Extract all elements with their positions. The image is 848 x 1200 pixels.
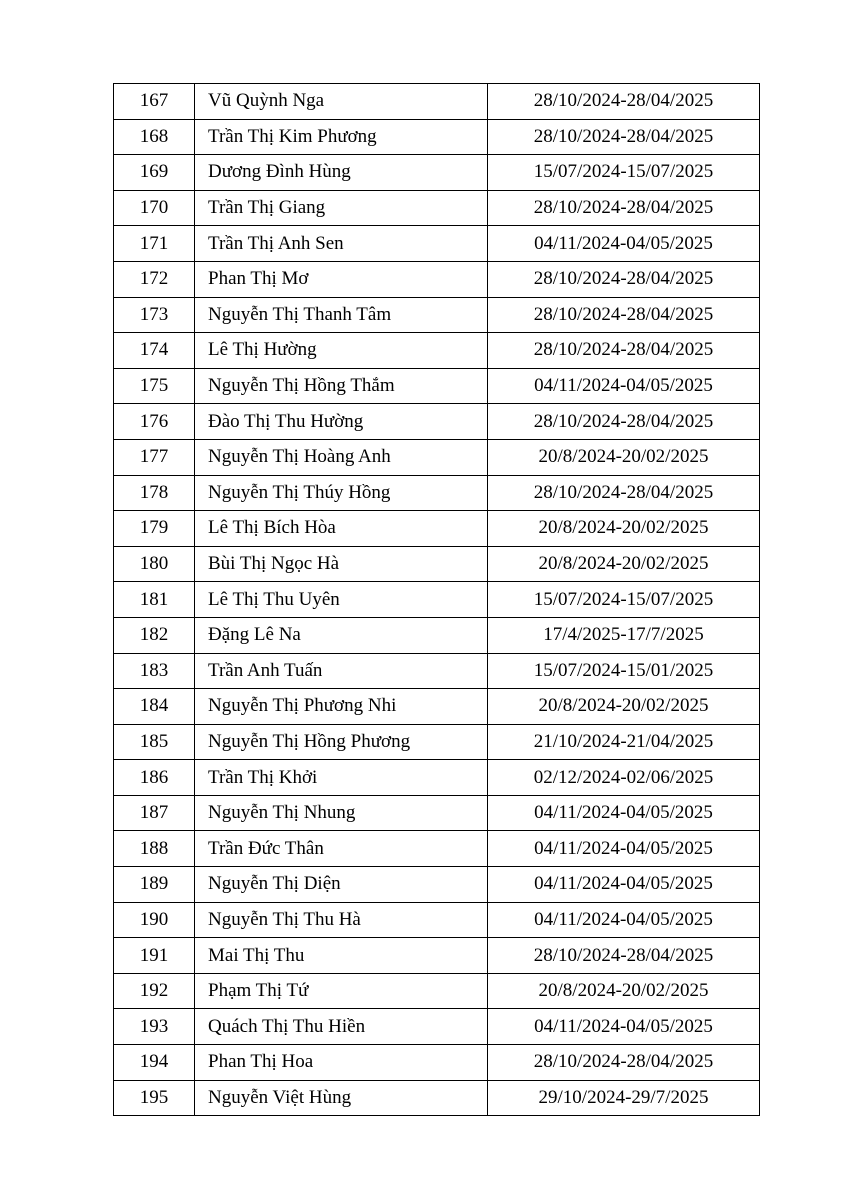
table-row	[114, 226, 760, 262]
full-name-cell: Nguyễn Việt Hùng	[195, 1080, 488, 1116]
table-row	[114, 902, 760, 938]
date-range-cell: 15/07/2024-15/07/2025	[488, 155, 760, 191]
date-range-cell: 02/12/2024-02/06/2025	[488, 760, 760, 796]
table-row	[114, 404, 760, 440]
full-name-cell: Lê Thị Hường	[195, 333, 488, 369]
table-row	[114, 84, 760, 120]
full-name-cell: Lê Thị Thu Uyên	[195, 582, 488, 618]
staff-table-body	[114, 84, 760, 1116]
date-range-cell: 04/11/2024-04/05/2025	[488, 226, 760, 262]
row-number-cell: 185	[114, 724, 195, 760]
full-name-cell: Trần Thị Giang	[195, 190, 488, 226]
table-row	[114, 724, 760, 760]
full-name-cell: Trần Thị Anh Sen	[195, 226, 488, 262]
date-range-cell: 28/10/2024-28/04/2025	[488, 1045, 760, 1081]
full-name-cell: Dương Đình Hùng	[195, 155, 488, 191]
row-number-cell: 188	[114, 831, 195, 867]
full-name-cell: Phan Thị Mơ	[195, 261, 488, 297]
table-row	[114, 760, 760, 796]
date-range-cell: 20/8/2024-20/02/2025	[488, 689, 760, 725]
row-number-cell: 187	[114, 795, 195, 831]
full-name-cell: Đào Thị Thu Hường	[195, 404, 488, 440]
full-name-cell: Lê Thị Bích Hòa	[195, 511, 488, 547]
table-row	[114, 617, 760, 653]
full-name-cell: Nguyễn Thị Thúy Hồng	[195, 475, 488, 511]
table-row	[114, 333, 760, 369]
row-number-cell: 173	[114, 297, 195, 333]
full-name-cell: Bùi Thị Ngọc Hà	[195, 546, 488, 582]
full-name-cell: Nguyễn Thị Thanh Tâm	[195, 297, 488, 333]
full-name-cell: Nguyễn Thị Hồng Thắm	[195, 368, 488, 404]
table-row	[114, 689, 760, 725]
table-row	[114, 867, 760, 903]
row-number-cell: 170	[114, 190, 195, 226]
full-name-cell: Trần Thị Khởi	[195, 760, 488, 796]
table-row	[114, 297, 760, 333]
row-number-cell: 174	[114, 333, 195, 369]
date-range-cell: 20/8/2024-20/02/2025	[488, 546, 760, 582]
date-range-cell: 29/10/2024-29/7/2025	[488, 1080, 760, 1116]
row-number-cell: 190	[114, 902, 195, 938]
table-row	[114, 475, 760, 511]
table-row	[114, 155, 760, 191]
date-range-cell: 04/11/2024-04/05/2025	[488, 1009, 760, 1045]
row-number-cell: 175	[114, 368, 195, 404]
full-name-cell: Quách Thị Thu Hiền	[195, 1009, 488, 1045]
date-range-cell: 04/11/2024-04/05/2025	[488, 867, 760, 903]
date-range-cell: 28/10/2024-28/04/2025	[488, 190, 760, 226]
date-range-cell: 28/10/2024-28/04/2025	[488, 119, 760, 155]
date-range-cell: 28/10/2024-28/04/2025	[488, 333, 760, 369]
row-number-cell: 169	[114, 155, 195, 191]
full-name-cell: Trần Anh Tuấn	[195, 653, 488, 689]
full-name-cell: Nguyễn Thị Hồng Phương	[195, 724, 488, 760]
full-name-cell: Nguyễn Thị Nhung	[195, 795, 488, 831]
date-range-cell: 04/11/2024-04/05/2025	[488, 368, 760, 404]
table-row	[114, 973, 760, 1009]
full-name-cell: Nguyễn Thị Phương Nhi	[195, 689, 488, 725]
full-name-cell: Phạm Thị Tứ	[195, 973, 488, 1009]
row-number-cell: 191	[114, 938, 195, 974]
full-name-cell: Mai Thị Thu	[195, 938, 488, 974]
table-row	[114, 261, 760, 297]
row-number-cell: 184	[114, 689, 195, 725]
row-number-cell: 192	[114, 973, 195, 1009]
date-range-cell: 28/10/2024-28/04/2025	[488, 475, 760, 511]
table-row	[114, 653, 760, 689]
row-number-cell: 178	[114, 475, 195, 511]
row-number-cell: 168	[114, 119, 195, 155]
date-range-cell: 20/8/2024-20/02/2025	[488, 439, 760, 475]
date-range-cell: 04/11/2024-04/05/2025	[488, 902, 760, 938]
table-row	[114, 439, 760, 475]
row-number-cell: 194	[114, 1045, 195, 1081]
date-range-cell: 20/8/2024-20/02/2025	[488, 973, 760, 1009]
row-number-cell: 182	[114, 617, 195, 653]
table-row	[114, 511, 760, 547]
row-number-cell: 186	[114, 760, 195, 796]
date-range-cell: 28/10/2024-28/04/2025	[488, 938, 760, 974]
table-row	[114, 582, 760, 618]
table-row	[114, 831, 760, 867]
table-row	[114, 368, 760, 404]
date-range-cell: 15/07/2024-15/07/2025	[488, 582, 760, 618]
date-range-cell: 20/8/2024-20/02/2025	[488, 511, 760, 547]
table-row	[114, 938, 760, 974]
date-range-cell: 04/11/2024-04/05/2025	[488, 831, 760, 867]
full-name-cell: Phan Thị Hoa	[195, 1045, 488, 1081]
full-name-cell: Nguyễn Thị Diện	[195, 867, 488, 903]
row-number-cell: 176	[114, 404, 195, 440]
row-number-cell: 180	[114, 546, 195, 582]
full-name-cell: Vũ Quỳnh Nga	[195, 84, 488, 120]
table-row	[114, 1009, 760, 1045]
row-number-cell: 167	[114, 84, 195, 120]
row-number-cell: 189	[114, 867, 195, 903]
full-name-cell: Đặng Lê Na	[195, 617, 488, 653]
full-name-cell: Trần Đức Thân	[195, 831, 488, 867]
table-row	[114, 795, 760, 831]
full-name-cell: Trần Thị Kim Phương	[195, 119, 488, 155]
full-name-cell: Nguyễn Thị Hoàng Anh	[195, 439, 488, 475]
table-row	[114, 190, 760, 226]
date-range-cell: 21/10/2024-21/04/2025	[488, 724, 760, 760]
date-range-cell: 28/10/2024-28/04/2025	[488, 261, 760, 297]
date-range-cell: 28/10/2024-28/04/2025	[488, 404, 760, 440]
date-range-cell: 04/11/2024-04/05/2025	[488, 795, 760, 831]
row-number-cell: 183	[114, 653, 195, 689]
table-row	[114, 119, 760, 155]
row-number-cell: 172	[114, 261, 195, 297]
row-number-cell: 193	[114, 1009, 195, 1045]
date-range-cell: 28/10/2024-28/04/2025	[488, 297, 760, 333]
date-range-cell: 15/07/2024-15/01/2025	[488, 653, 760, 689]
row-number-cell: 171	[114, 226, 195, 262]
table-row	[114, 1045, 760, 1081]
full-name-cell: Nguyễn Thị Thu Hà	[195, 902, 488, 938]
date-range-cell: 28/10/2024-28/04/2025	[488, 84, 760, 120]
row-number-cell: 195	[114, 1080, 195, 1116]
table-row	[114, 1080, 760, 1116]
staff-table	[113, 83, 760, 1116]
row-number-cell: 177	[114, 439, 195, 475]
date-range-cell: 17/4/2025-17/7/2025	[488, 617, 760, 653]
table-row	[114, 546, 760, 582]
row-number-cell: 181	[114, 582, 195, 618]
row-number-cell: 179	[114, 511, 195, 547]
